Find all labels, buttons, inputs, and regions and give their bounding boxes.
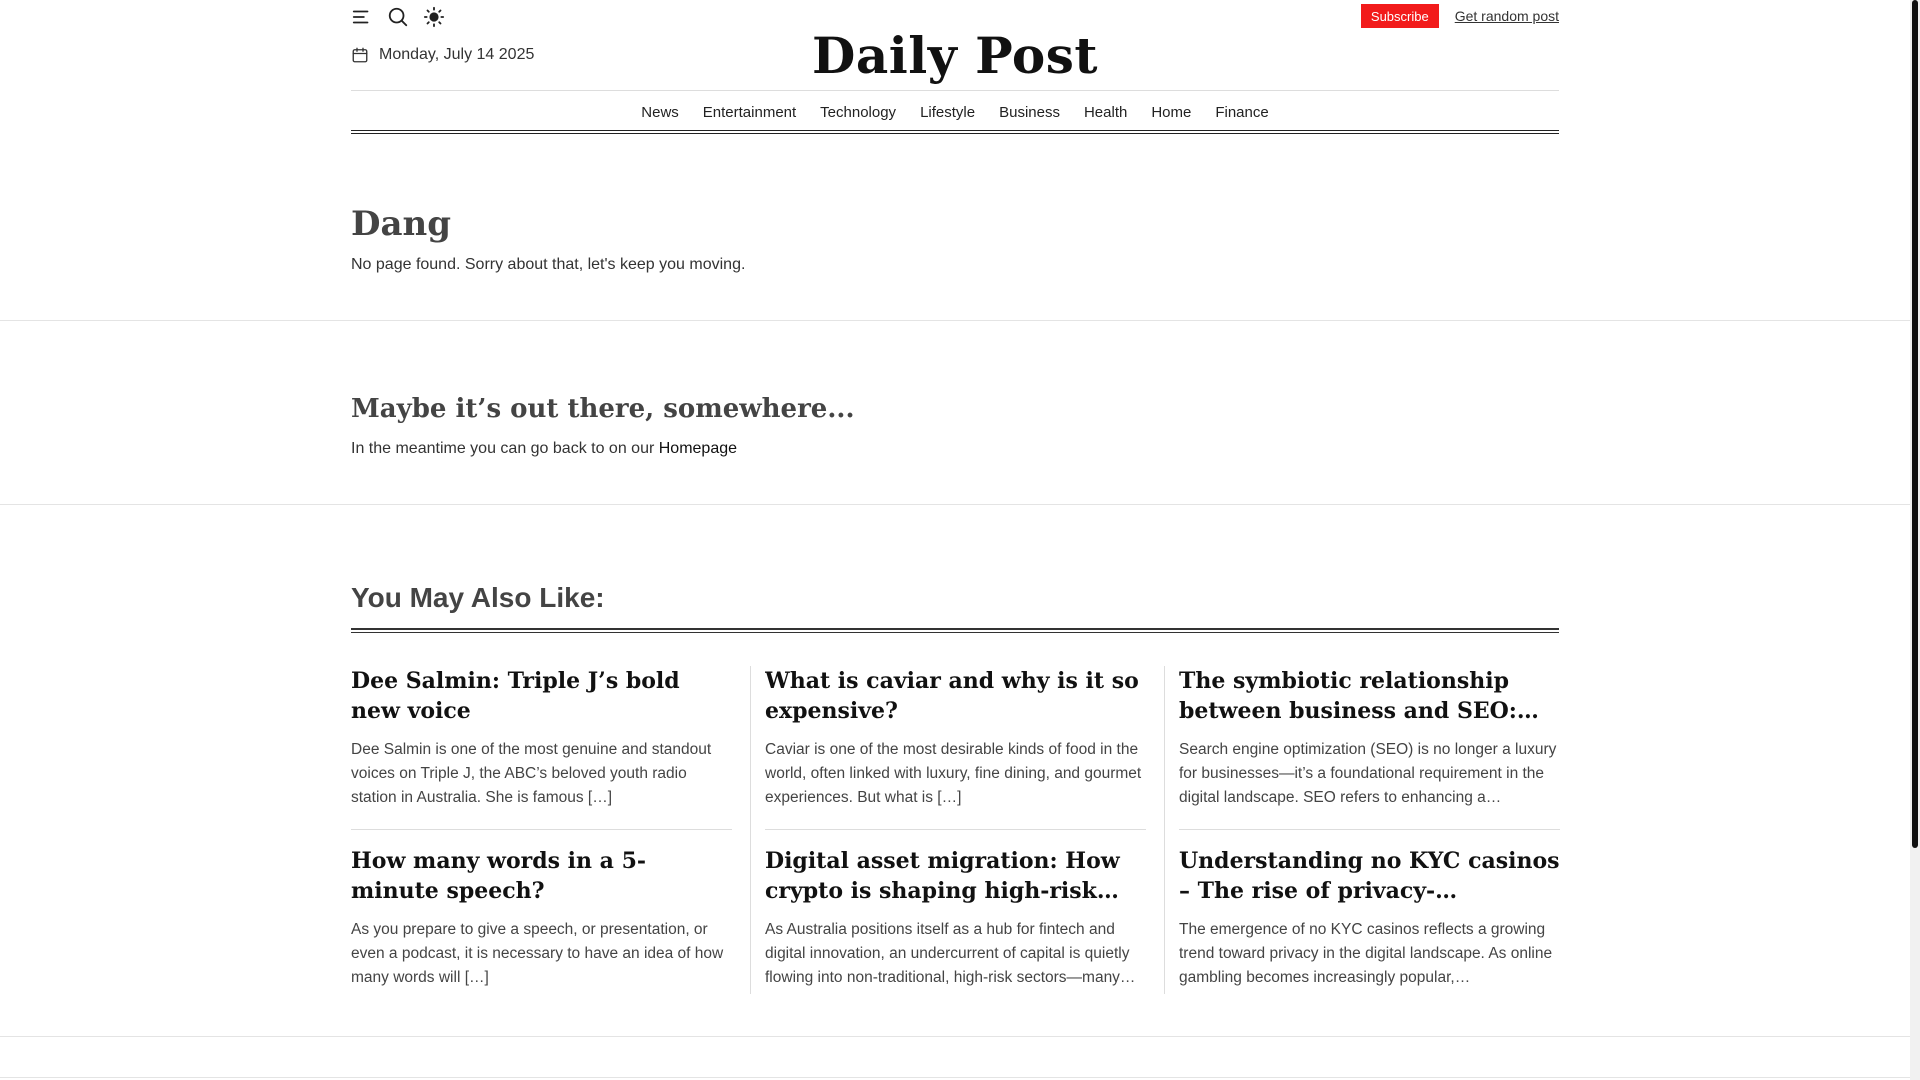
- nav-item-lifestyle[interactable]: Lifestyle: [920, 104, 976, 121]
- section-divider: [0, 504, 1910, 505]
- nav-item-technology[interactable]: Technology: [820, 104, 897, 121]
- scrollbar-thumb[interactable]: [1912, 0, 1918, 848]
- nav-item-finance[interactable]: Finance: [1215, 104, 1269, 121]
- maybe-title: Maybe it’s out there, somewhere...: [351, 394, 855, 424]
- related-posts-grid: [351, 666, 1559, 994]
- post-title[interactable]: Dee Salmin: Triple J’s bold new voice: [351, 668, 680, 724]
- header-actions: [1361, 4, 1559, 28]
- page-title: Dang: [351, 204, 452, 244]
- sun-icon[interactable]: [423, 6, 445, 28]
- post-card[interactable]: [1179, 830, 1560, 994]
- post-title[interactable]: The symbiotic relationship between business and SEO:: [1179, 668, 1517, 724]
- header-toolbar: [351, 6, 445, 28]
- post-title[interactable]: Digital asset migration: How crypto is shaping high-risk…: [765, 848, 1120, 904]
- post-excerpt: Caviar is one of the most desirable kinds of food in the world, often linked with luxury, fine dining, and gourmet experiences. But what is […]: [765, 741, 1142, 806]
- subscribe-button[interactable]: Subscribe: [1361, 4, 1439, 28]
- post-excerpt: The emergence of no KYC casinos reflects a growing trend toward privacy in the digital landscape. As online gambling becomes increasingly popular,…: [1179, 921, 1553, 986]
- nav-divider: [351, 130, 1559, 134]
- section-divider: [0, 1036, 1910, 1037]
- main-nav: [351, 90, 1559, 134]
- page-scrollbar[interactable]: [1910, 0, 1920, 1080]
- post-excerpt: As Australia positions itself as a hub for fintech and digital innovation, an undercurrent of capital is quietly flowing into non-traditional, high-risk sectors—many…: [765, 921, 1136, 986]
- search-icon[interactable]: [387, 6, 409, 28]
- maybe-message: [351, 440, 737, 458]
- post-card[interactable]: [765, 666, 1146, 830]
- maybe-text: In the meantime you can go back to on our: [351, 440, 659, 457]
- nav-item-home[interactable]: Home: [1151, 104, 1192, 121]
- post-card[interactable]: [765, 830, 1146, 994]
- nav-item-health[interactable]: Health: [1083, 104, 1128, 121]
- section-divider: [0, 1077, 1910, 1078]
- post-card[interactable]: [1179, 666, 1560, 830]
- section-divider: [0, 320, 1910, 321]
- nav-item-news[interactable]: News: [641, 104, 679, 121]
- post-title[interactable]: How many words in a 5-minute speech?: [351, 848, 647, 904]
- homepage-link[interactable]: Homepage: [658, 440, 738, 457]
- post-title[interactable]: Understanding no KYC casinos – The rise of privacy-: [1179, 848, 1560, 904]
- post-title[interactable]: What is caviar and why is it so expensive?: [765, 668, 1139, 724]
- nav-item-business[interactable]: Business: [999, 104, 1060, 121]
- post-excerpt: Dee Salmin is one of the most genuine and standout voices on Triple J, the ABC’s beloved youth radio station in Australia. She is famous […]: [351, 741, 712, 806]
- menu-icon[interactable]: [351, 6, 373, 28]
- site-logo[interactable]: Daily Post: [811, 26, 1099, 85]
- post-excerpt: Search engine optimization (SEO) is no longer a luxury for businesses—it’s a foundational requirement in the digital landscape. SEO refers to enhancing a…: [1179, 741, 1557, 806]
- post-card[interactable]: [351, 666, 732, 830]
- related-title: You May Also Like:: [351, 582, 605, 613]
- post-card[interactable]: [351, 830, 732, 994]
- not-found-message: No page found. Sorry about that, let's keep you moving.: [351, 256, 746, 273]
- post-excerpt: As you prepare to give a speech, or presentation, or even a podcast, it is necessary to have an idea of how many words will […]: [351, 921, 724, 986]
- related-divider: [351, 628, 1559, 633]
- random-post-link[interactable]: Get random post: [1454, 8, 1559, 24]
- date-text: Monday, July 14 2025: [379, 46, 535, 63]
- nav-item-entertainment[interactable]: Entertainment: [702, 104, 797, 121]
